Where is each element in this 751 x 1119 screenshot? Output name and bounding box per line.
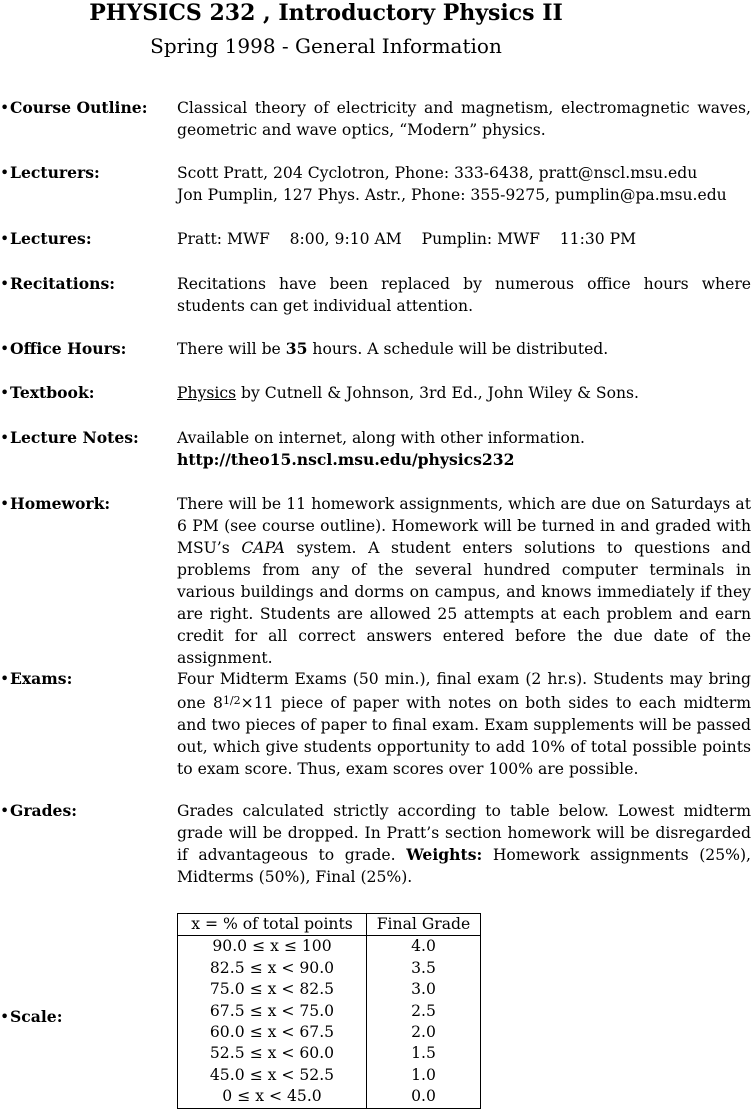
table-cell-range: 45.0 ≤ x < 52.5 (178, 1065, 367, 1086)
table-cell-grade: 1.5 (367, 1043, 481, 1064)
office-hours-text-post: hours. A schedule will be distributed. (307, 340, 609, 358)
bullet-icon: • (0, 384, 10, 402)
textbook-title: Physics (177, 384, 237, 402)
exams-text-post: ×11 piece of paper with notes on both sides to each midterm and two pieces of paper to final exam. Exam supplements will be passed out, which give students opportunity to add 10% of total possible points to exam score. Thus, exam scores over 100% are possible. (177, 694, 751, 778)
table-cell-range: 0 ≤ x < 45.0 (178, 1086, 367, 1108)
table-cell-grade: 3.0 (367, 979, 481, 1000)
grades-weights-label: Weights: (406, 845, 483, 864)
document-title: PHYSICS 232 , Introductory Physics II (89, 0, 563, 26)
table-header-row (178, 914, 481, 936)
bullet-icon: • (0, 164, 10, 182)
lecturers-label: Lecturers: (10, 163, 100, 182)
table-cell-grade: 2.5 (367, 1001, 481, 1022)
exams-label: Exams: (10, 669, 73, 688)
table-cell-grade: 2.0 (367, 1022, 481, 1043)
course-outline-text: Classical theory of electricity and magnetism, electromagnetic waves, geometric and wave optics, “Modern” physics. (177, 99, 751, 139)
table-cell-range: 52.5 ≤ x < 60.0 (178, 1043, 367, 1064)
bullet-icon: • (0, 429, 10, 447)
table-cell-range: 82.5 ≤ x < 90.0 (178, 958, 367, 979)
table-row (178, 936, 481, 958)
bullet-icon: • (0, 230, 10, 248)
bullet-icon: • (0, 275, 10, 293)
table-row (178, 1086, 481, 1108)
table-cell-range: 90.0 ≤ x ≤ 100 (178, 936, 367, 958)
table-cell-grade: 3.5 (367, 958, 481, 979)
lectures-label: Lectures: (10, 229, 92, 248)
table-cell-range: 60.0 ≤ x < 67.5 (178, 1022, 367, 1043)
lecturer-pratt: Scott Pratt, 204 Cyclotron, Phone: 333-6438, pratt@nscl.msu.edu (177, 164, 698, 182)
table-header-percent: x = % of total points (178, 914, 367, 936)
grades-label: Grades: (10, 801, 77, 820)
bullet-icon: • (0, 495, 10, 513)
grades-text-post: Homework assignments (25%), Midterms (50%), Final (25%). (177, 846, 751, 886)
exams-text-pre: Four Midterm Exams (50 min.), final exam (2 hr.s). Students may bring one 8 (177, 670, 751, 712)
table-cell-range: 75.0 ≤ x < 82.5 (178, 979, 367, 1000)
lecturer-pumplin: Jon Pumplin, 127 Phys. Astr., Phone: 355-9275, pumplin@pa.msu.edu (177, 186, 727, 204)
grade-scale-table (177, 913, 481, 1109)
recitations-label: Recitations: (10, 274, 116, 293)
recitations-text: Recitations have been replaced by numerous office hours where students can get individual attention. (177, 275, 751, 315)
homework-system-name: CAPA (241, 539, 285, 557)
table-row (178, 979, 481, 1000)
office-hours-text-pre: There will be (177, 340, 286, 358)
table-header-grade: Final Grade (367, 914, 481, 936)
office-hours-label: Office Hours: (10, 339, 127, 358)
grades-text-pre: Grades calculated strictly according to table below. Lowest midterm grade will be dropped. In Pratt’s section homework will be disregarded if advantageous to grade. (177, 802, 751, 864)
bullet-icon: • (0, 99, 10, 117)
table-cell-grade: 4.0 (367, 936, 481, 958)
lecture-notes-text: Available on internet, along with other information. (177, 429, 585, 447)
office-hours-count: 35 (285, 339, 308, 358)
table-row (178, 958, 481, 979)
lecture-notes-url: http://theo15.nscl.msu.edu/physics232 (177, 450, 515, 469)
bullet-icon: • (0, 1008, 10, 1026)
textbook-label: Textbook: (10, 383, 95, 402)
homework-text-post: system. A student enters solutions to questions and problems from any of the several hundred computer terminals in various buildings and dorms on campus, and knows immediately if they are right. Students are allowed 25 attempts at each problem and earn credit for all correct answers entered before the due date of the assignment. (177, 539, 751, 667)
bullet-icon: • (0, 802, 10, 820)
textbook-details: by Cutnell & Johnson, 3rd Ed., John Wiley & Sons. (236, 384, 640, 402)
table-row (178, 1043, 481, 1064)
lecture-notes-label: Lecture Notes: (10, 428, 139, 447)
homework-label: Homework: (10, 494, 111, 513)
homework-text-pre: There will be 11 homework assignments, which are due on Saturdays at 6 PM (see course outline). Homework will be turned in and graded with MSU’s (177, 495, 751, 557)
table-cell-grade: 0.0 (367, 1086, 481, 1108)
lectures-text: Pratt: MWF 8:00, 9:10 AM Pumplin: MWF 11:30 PM (177, 230, 637, 248)
document-subtitle: Spring 1998 - General Information (150, 34, 502, 58)
scale-label: Scale: (10, 1007, 63, 1026)
table-row (178, 1065, 481, 1086)
course-outline-label: Course Outline: (10, 98, 148, 117)
bullet-icon: • (0, 670, 10, 688)
table-row (178, 1001, 481, 1022)
table-row (178, 1022, 481, 1043)
table-cell-range: 67.5 ≤ x < 75.0 (178, 1001, 367, 1022)
bullet-icon: • (0, 340, 10, 358)
table-cell-grade: 1.0 (367, 1065, 481, 1086)
exams-fraction: 1/2 (222, 694, 241, 707)
